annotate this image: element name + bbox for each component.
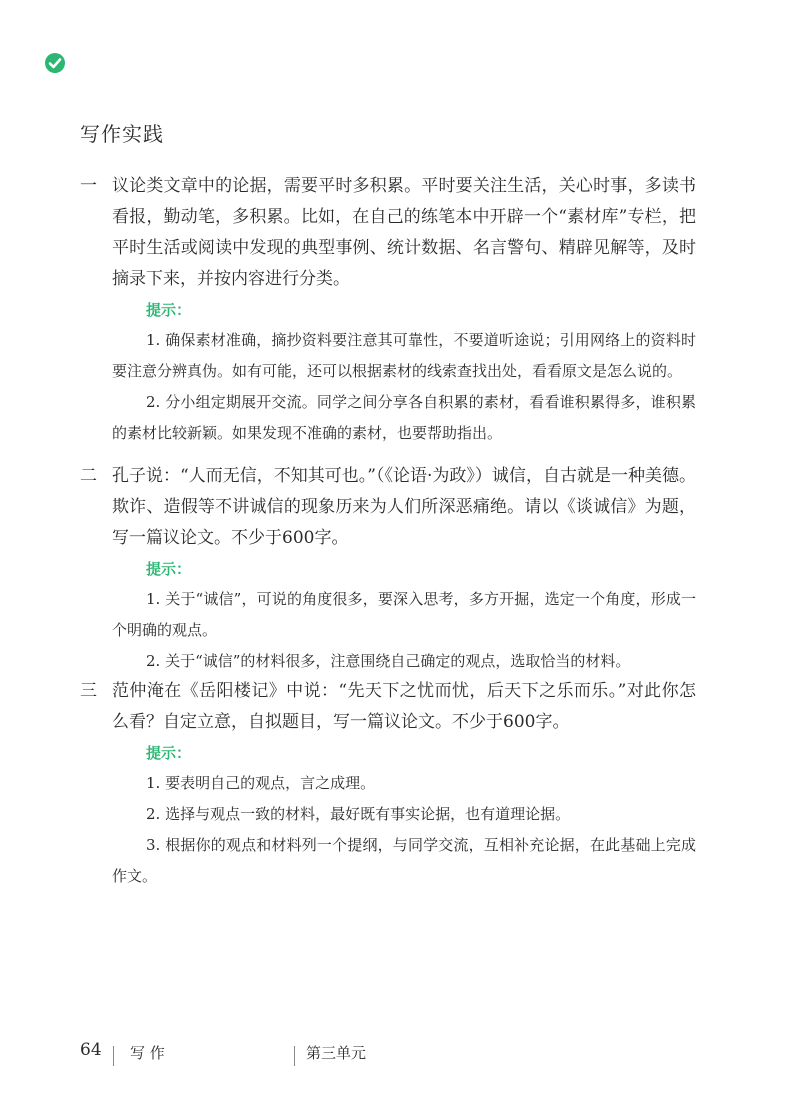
tips-block <box>112 738 696 892</box>
tips-label: 提示： <box>146 744 192 762</box>
tip-item: 3. 根据你的观点和材料列一个提纲，与同学交流，互相补充论据，在此基础上完成作文。 <box>112 836 696 885</box>
footer-divider <box>294 1046 295 1066</box>
tip-item: 1. 关于“诚信”，可说的角度很多，要深入思考，多方开掘，选定一个角度，形成一个明确的观点。 <box>112 590 696 639</box>
exercise-number: 一 <box>80 176 97 196</box>
footer-book-section: 写 作 <box>130 1044 165 1062</box>
tips-label: 提示： <box>146 301 192 319</box>
exercise-text: 范仲淹在《岳阳楼记》中说：“先天下之忧而忧，后天下之乐而乐。”对此你怎么看？自定立意，自拟题目，写一篇议论文。不少于600字。 <box>112 681 696 732</box>
check-circle-icon <box>44 52 66 74</box>
footer-unit: 第三单元 <box>306 1044 367 1062</box>
tips-label: 提示： <box>146 560 192 578</box>
page-number: 64 <box>80 1040 102 1060</box>
tips-block <box>112 295 696 449</box>
exercise-1 <box>80 171 720 449</box>
tip-item: 1. 确保素材准确，摘抄资料要注意其可靠性，不要道听途说；引用网络上的资料时要注意分辨真伪。如有可能，还可以根据素材的线索查找出处，看看原文是怎么说的。 <box>112 331 696 380</box>
tip-item: 1. 要表明自己的观点，言之成理。 <box>146 774 376 792</box>
exercise-text: 孔子说：“人而无信，不知其可也。”（《论语·为政》）诚信，自古就是一种美德。欺诈、造假等不讲诚信的现象历来为人们所深恶痛绝。请以《谈诚信》为题，写一篇议论文。不少于600字。 <box>112 466 696 548</box>
tip-item: 2. 选择与观点一致的材料，最好既有事实论据，也有道理论据。 <box>146 805 571 823</box>
exercise-text: 议论类文章中的论据，需要平时多积累。平时要关注生活，关心时事，多读书看报，勤动笔，多积累。比如，在自己的练笔本中开辟一个“素材库”专栏，把平时生活或阅读中发现的典型事例、统计数据、名言警句、精辟见解等，及时摘录下来，并按内容进行分类。 <box>112 176 696 289</box>
section-title: 写作实践 <box>80 122 164 146</box>
tips-block <box>112 554 696 677</box>
exercise-number: 三 <box>80 681 97 701</box>
tip-item: 2. 分小组定期展开交流。同学之间分享各自积累的素材，看看谁积累得多，谁积累的素材比较新颖。如果发现不准确的素材，也要帮助指出。 <box>112 393 696 442</box>
footer-divider <box>113 1046 114 1066</box>
tip-item: 2. 关于“诚信”的材料很多，注意围绕自己确定的观点，选取恰当的材料。 <box>146 652 631 670</box>
exercise-number: 二 <box>80 466 97 486</box>
exercise-2 <box>80 461 720 677</box>
exercise-3 <box>80 676 720 892</box>
